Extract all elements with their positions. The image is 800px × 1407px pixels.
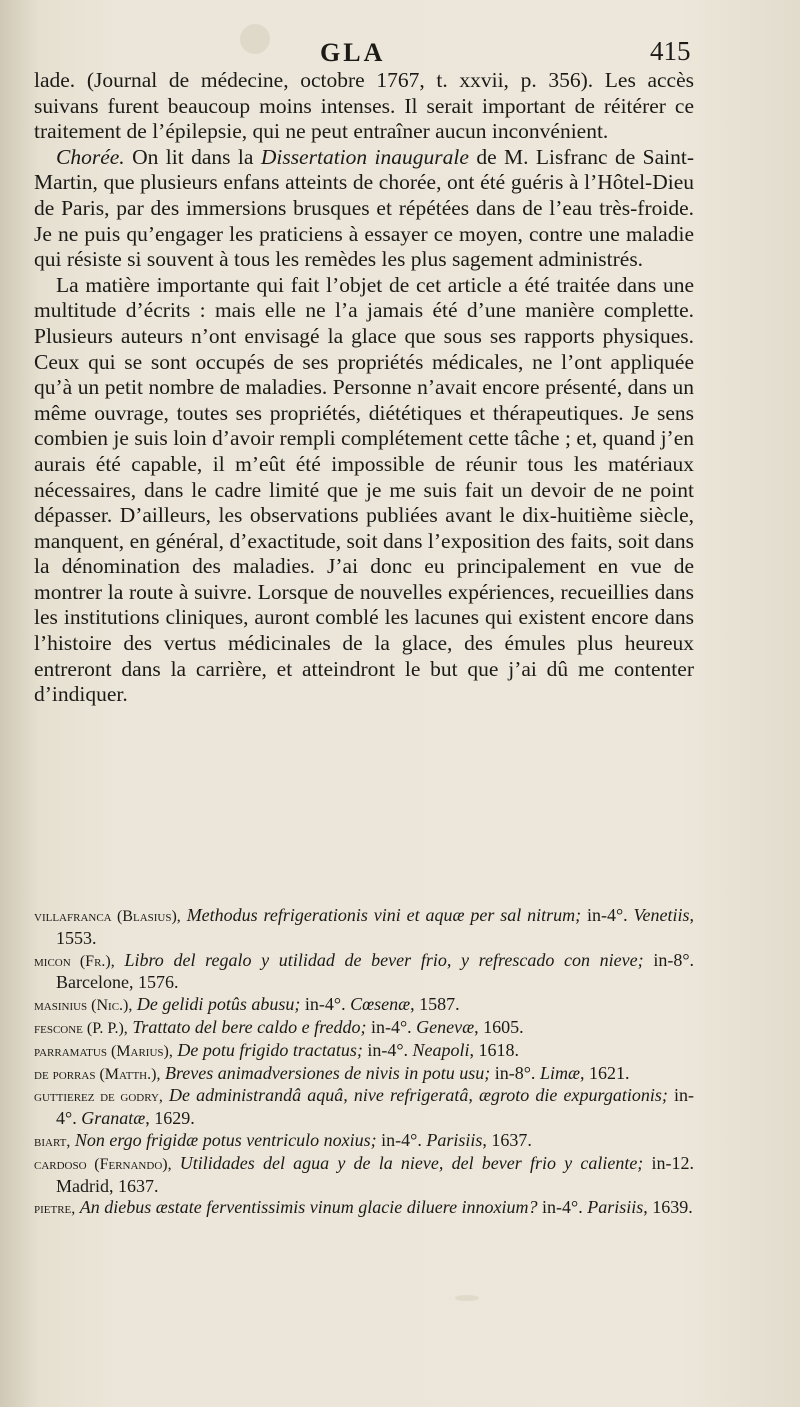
bibliography-entry <box>34 1040 694 1063</box>
bibliography-details: in-4°. <box>362 1039 413 1060</box>
bibliography-year: , 1629. <box>145 1108 195 1129</box>
bibliography-title: Non ergo frigidæ potus ventriculo noxius; <box>74 1129 377 1150</box>
paragraph-conclusion: La matière importante qui fait l’objet de cet article a été traitée dans une multitude d’écrits : mais elle ne l’a jamais été d’une manière complette. Plusieurs auteurs n’ont envisagé la glace que sous ses rapports physiques. Ceux qui se sont occupés de ses propriétés médicales, ne l’ont appliquée qu’à un petit nombre de maladies. Personne n’avait encore présenté, dans un même ouvrage, toutes ses propriétés, diététiques et thérapeutiques. Je sens combien je suis loin d’avoir rempli complétement cette tâche ; et, quand j’en aurais été capable, il m’eût été impossible de réunir tous les matériaux nécessaires, dans le cadre limité que je me suis fait un devoir de ne point dépasser. D’ailleurs, les observations publiées avant le dix-huitième siècle, manquent, en général, d’exactitude, soit dans l’exposition des faits, soit dans la dénomination des maladies. J’ai donc eu principalement en vue de montrer la route à suivre. Lorsque de nouvelles expériences, recueillies dans les institutions cliniques, auront comblé les lacunes qui existent encore dans l’histoire des vertus médicinales de la glace, des émules plus heureux entreront dans la carrière, et atteindront le but que j’ai dû me contenter d’indiquer. <box>34 272 694 707</box>
bibliography <box>34 905 694 1220</box>
bibliography-author: guttierez de godry, <box>34 1088 163 1106</box>
bibliography-place: Parisiis <box>587 1197 644 1218</box>
bibliography-author: masinius (Nic.), <box>34 997 133 1015</box>
paragraph-continuation: lade. (Journal de médecine, octobre 1767, t. xxvii, p. 356). Les accès suivans furent beaucoup moins intenses. Il serait important de réitérer ce traitement de l’épilepsie, qui ne peut entraîner aucun inconvénient. <box>34 68 694 144</box>
bibliography-year: , 1639. <box>643 1197 693 1218</box>
bibliography-details: in-4°. <box>376 1129 427 1150</box>
bibliography-title: Trattato del bere caldo e freddo; <box>132 1016 367 1037</box>
bibliography-author: villafranca (Blasius), <box>34 908 181 925</box>
bibliography-entry <box>34 905 694 950</box>
bibliography-year: , 1553. <box>56 905 695 948</box>
bibliography-details: in-12. Madrid, 1637. <box>56 1152 695 1196</box>
cited-work: Dissertation inaugurale <box>260 144 469 169</box>
bibliography-details: in-4°. <box>366 1016 417 1037</box>
page-number: 415 <box>650 36 691 66</box>
bibliography-title: Methodus refrigerationis vini et aquæ per sal nitrum; <box>186 905 582 925</box>
paragraph-text: On lit dans la <box>124 144 261 169</box>
bibliography-author: micon (Fr.), <box>34 952 115 970</box>
bibliography-place: Granatæ <box>81 1108 146 1129</box>
bibliography-details: in-4°. <box>537 1197 588 1218</box>
bibliography-details: in-8°. <box>490 1062 540 1083</box>
bibliography-author: fescone (P. P.), <box>34 1019 128 1037</box>
bibliography-place: Genevæ <box>416 1016 475 1037</box>
bibliography-title: Utilidades del agua y de la nieve, del bever frio y caliente; <box>179 1152 644 1173</box>
bibliography-title: De administrandâ aquâ, nive refrigeratâ, ægroto die expurgationis; <box>169 1085 668 1106</box>
bibliography-author: biart, <box>34 1132 71 1150</box>
bibliography-details: in-4°. <box>56 1085 694 1129</box>
page-stain <box>455 1295 479 1301</box>
bibliography-entry <box>34 1153 694 1198</box>
running-title: GLA <box>320 38 386 67</box>
bibliography-title: An diebus æstate ferventissimis vinum glacie diluere innoxium? <box>79 1197 538 1218</box>
bibliography-details: in-4°. <box>300 994 351 1015</box>
bibliography-title: Libro del regalo y utilidad de bever frio, y refrescado con nieve; <box>124 949 644 970</box>
body-text <box>34 68 694 708</box>
bibliography-entry <box>34 950 694 995</box>
bibliography-place: Cœsenæ <box>350 994 411 1015</box>
bibliography-place: Parisiis <box>426 1129 483 1150</box>
paragraph-text: de M. Lisfranc de Saint-Martin, que plusieurs enfans atteints de chorée, ont été guéris à l’Hôtel-Dieu de Paris, par des immersions brusques et répétées dans de l’eau très-froide. Je ne puis qu’engager les praticiens à essayer ce moyen, contre une maladie qui résiste si souvent à tous les remèdes les plus sagement administrés. <box>34 144 694 272</box>
bibliography-entry <box>34 994 694 1017</box>
bibliography-place: Venetiis <box>633 905 690 925</box>
bibliography-year: , 1621. <box>579 1062 630 1083</box>
bibliography-place: Limæ <box>539 1062 580 1083</box>
paragraph-choree <box>34 145 694 273</box>
bibliography-title: De potu frigido tractatus; <box>177 1039 363 1060</box>
bibliography-title: De gelidi potûs abusu; <box>136 994 301 1015</box>
bibliography-year: , 1618. <box>469 1039 520 1060</box>
bibliography-details: in-4°. <box>581 905 634 925</box>
paragraph-lead: Chorée. <box>56 144 125 169</box>
bibliography-year: , 1587. <box>410 994 460 1015</box>
bibliography-author: de porras (Matth.), <box>34 1065 161 1083</box>
bibliography-entry <box>34 1197 694 1220</box>
bibliography-title: Breves animadversiones de nivis in potu usu; <box>164 1062 491 1083</box>
bibliography-author: parramatus (Marius), <box>34 1042 173 1060</box>
bibliography-year: , 1605. <box>474 1016 524 1037</box>
bibliography-entry <box>34 1017 694 1040</box>
bibliography-place: Neapoli <box>412 1039 470 1060</box>
bibliography-details: in-8°. Barcelone, 1576. <box>56 949 695 993</box>
bibliography-author: cardoso (Fernando), <box>34 1155 172 1173</box>
bibliography-entry <box>34 1063 694 1086</box>
bibliography-year: , 1637. <box>482 1129 532 1150</box>
bibliography-author: pietre, <box>34 1200 76 1218</box>
bibliography-entry <box>34 1130 694 1153</box>
bibliography-entry <box>34 1085 694 1130</box>
